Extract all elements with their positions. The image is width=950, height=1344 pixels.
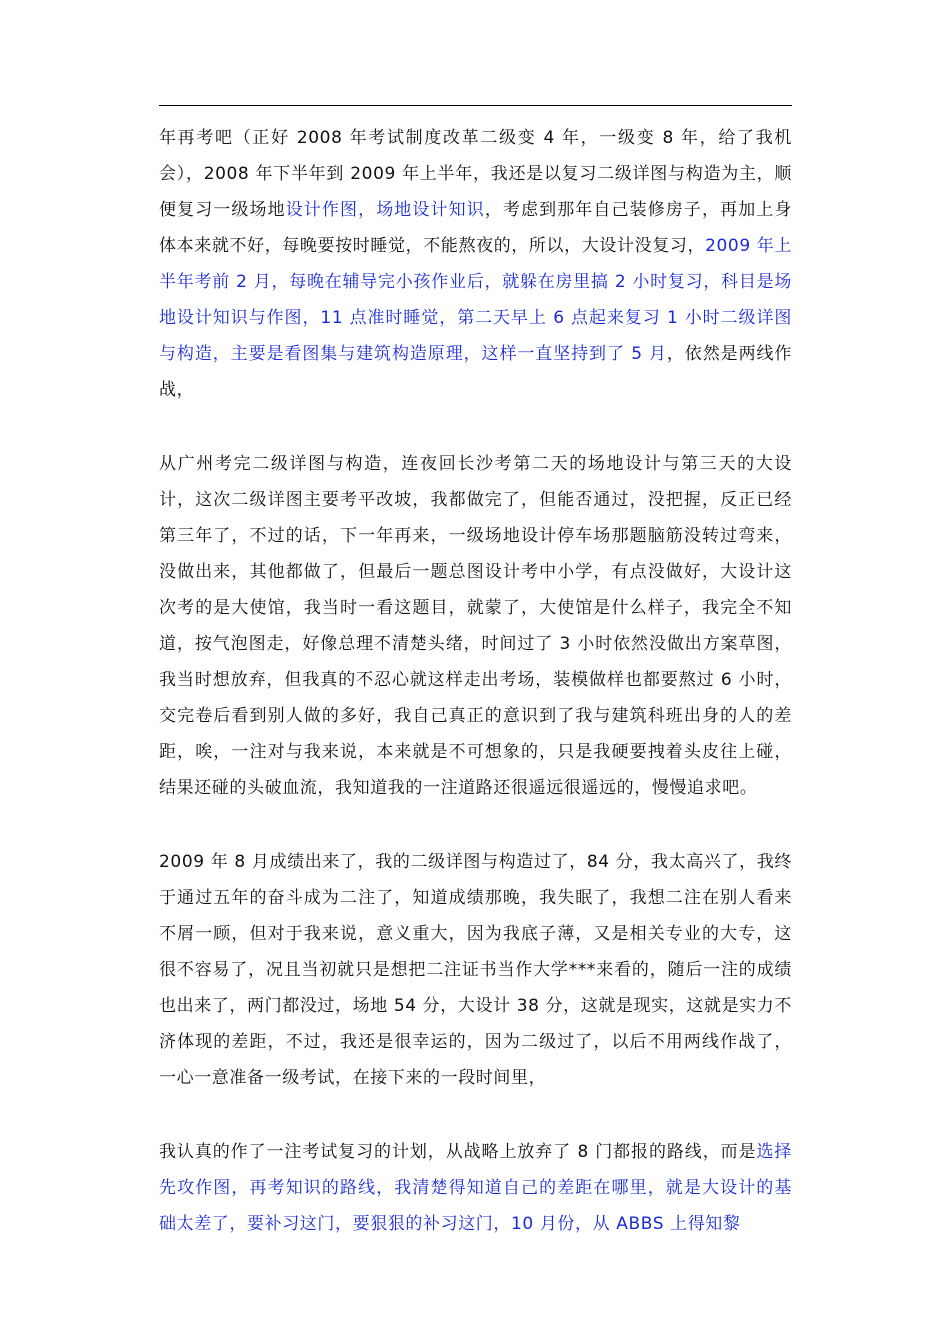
highlighted-text: 2009 年上半年考前 2 月，每晚在辅导完小孩作业后，就躲在房里搞 2 小时复习，科目是场地设计知识与作图，11 点准时睡觉，第二天早上 6 点起来复习 1 小时二级详图与构造，主要是看图集与建筑构造原理，这样一直坚持到了 5 月	[159, 236, 792, 364]
paragraph-3	[159, 844, 792, 1096]
paragraph-4	[159, 1134, 792, 1242]
text-run: ，考虑到那年自己装修房子，再加上身体本来就不好，每晚要按时睡觉，不能熬夜的，所以，大设计没复习，	[159, 200, 793, 256]
text-run: 年再考吧（正好 2008 年考试制度改革二级变 4 年，一级变 8 年，给了我机会），2008 年下半年到 2009 年上半年，我还是以复习二级详图与构造为主，顺便复习一级场地	[159, 128, 792, 220]
header-rule	[159, 105, 792, 106]
text-run: 2009 年 8 月成绩出来了，我的二级详图与构造过了，84 分，我太高兴了，我终于通过五年的奋斗成为二注了，知道成绩那晚，我失眠了，我想二注在别人看来不屑一顾，但对于我来说，意义重大，因为我底子薄，又是相关专业的大专，这很不容易了，况且当初就只是想把二注证书当作大学***来看的，随后一注的成绩也出来了，两门都没过，场地 54 分，大设计 38 分，这就是现实，这就是实力不济体现的差距，不过，我还是很幸运的，因为二级过了，以后不用两线作战了，一心一意准备一级考试，在接下来的一段时间里，	[159, 852, 792, 1088]
text-run: ，依然是两线作战，	[159, 344, 793, 400]
text-run: 从广州考完二级详图与构造，连夜回长沙考第二天的场地设计与第三天的大设计，这次二级详图主要考平改坡，我都做完了，但能否通过，没把握，反正已经第三年了，不过的话，下一年再来，一级场地设计停车场那题脑筋没转过弯来，没做出来，其他都做了，但最后一题总图设计考中小学，有点没做好，大设计这次考的是大使馆，我当时一看这题目，就蒙了，大使馆是什么样子，我完全不知道，按气泡图走，好像总理不清楚头绪，时间过了 3 小时依然没做出方案草图，我当时想放弃，但我真的不忍心就这样走出考场，装模做样也都要熬过 6 小时，交完卷后看到别人做的多好，我自己真正的意识到了我与建筑科班出身的人的差距，唉，一注对与我来说，本来就是不可想象的，只是我硬要拽着头皮往上碰，结果还碰的头破血流，我知道我的一注道路还很遥远很遥远的，慢慢追求吧。	[159, 454, 792, 798]
paragraph-1	[159, 120, 792, 408]
highlighted-text: 选择先攻作图，再考知识的路线，我清楚得知道自己的差距在哪里，就是大设计的基础太差了，要补习这门，要狠狠的补习这门，10 月份，从 ABBS 上得知黎	[159, 1142, 793, 1234]
text-run: 我认真的作了一注考试复习的计划，从战略上放弃了 8 门都报的路线，而是	[159, 1142, 757, 1162]
highlighted-text: 设计作图，场地设计知识	[285, 200, 485, 220]
document-body	[159, 120, 792, 1242]
paragraph-2	[159, 446, 792, 806]
